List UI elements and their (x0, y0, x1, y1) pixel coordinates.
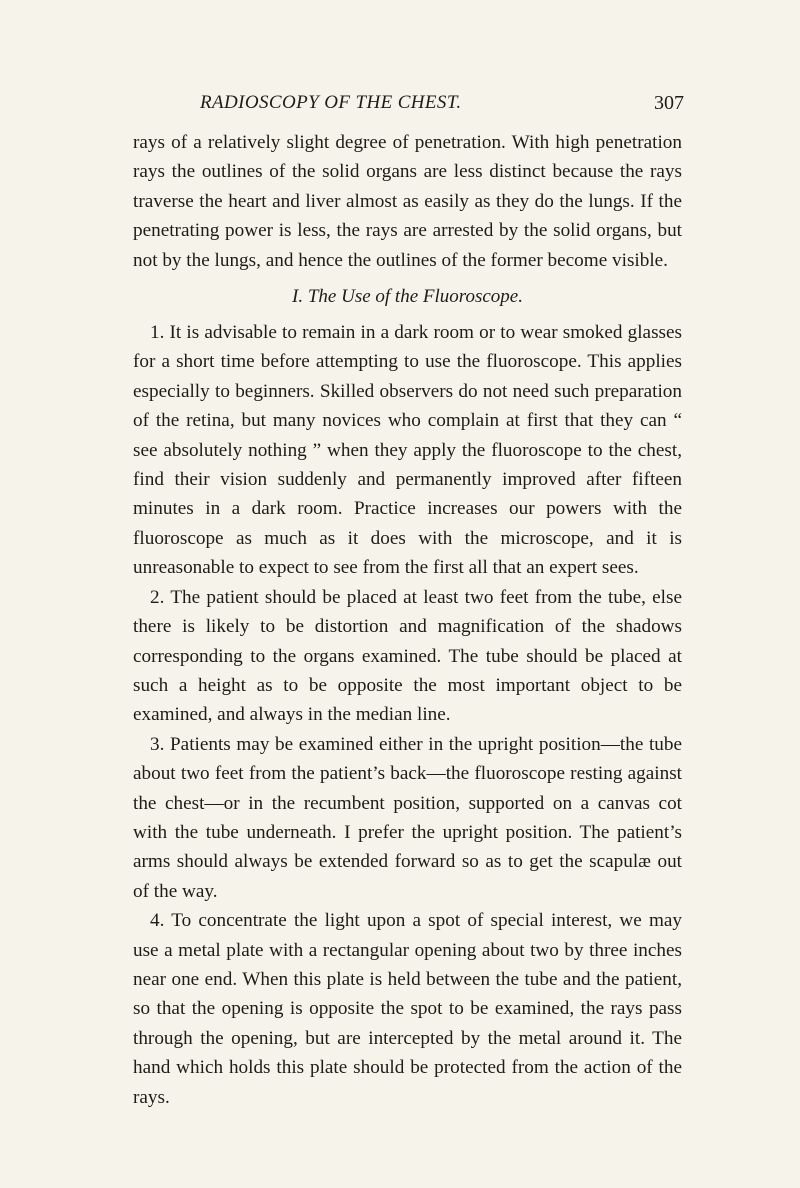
paragraph-3: 3. Patients may be examined either in the upright position—the tube about two feet from the patient’s back—the fluoroscope resting against the chest—or in the recumbent position, supported on a canvas cot with the tube underneath. I prefer the upright position. The patient’s arms should always be extended forward so as to get the scapulæ out of the way. (133, 733, 682, 902)
intro-paragraph: rays of a relatively slight degree of penetration. With high penetration rays the outlines of the solid organs are less distinct because the rays traverse the heart and liver almost as easily as they do the lungs. If the penetrating power is less, the rays are arrested by the solid organs, but not by the lungs, and hence the outlines of the former become visible. (133, 132, 682, 271)
running-title: RADIOSCOPY OF THE CHEST. (200, 92, 462, 113)
paragraph-4: 4. To concentrate the light upon a spot of special interest, we may use a metal plate with a rectangular opening about two by three inches near one end. When this plate is held between the tube and the patient, so that the opening is opposite the spot to be examined, the rays pass through the opening, but are intercepted by the metal around it. The hand which holds this plate should be protected from the action of the rays. (133, 910, 682, 1108)
section-heading: I. The Use of the Fluoroscope. (292, 286, 523, 308)
running-head (133, 92, 682, 120)
page-number: 307 (654, 92, 684, 114)
paragraph-2: 2. The patient should be placed at least two feet from the tube, else there is likely to be distortion and magnification of the shadows corresponding to the organs examined. The tube should be placed at such a height as to be opposite the most important object to be examined, and always in the median line. (133, 586, 682, 726)
paragraph-1: 1. It is advisable to remain in a dark room or to wear smoked glasses for a short time before attempting to use the fluoroscope. This applies especially to beginners. Skilled observers do not need such preparation of the retina, but many novices who complain at first that they can “ see absolutely nothing ” when they apply the fluoroscope to the chest, find their vision suddenly and permanently improved after fifteen minutes in a dark room. Practice increases our powers with the fluoroscope as much as it does with the microscope, and it is unreasonable to expect to see from the first all that an expert sees. (133, 322, 682, 579)
